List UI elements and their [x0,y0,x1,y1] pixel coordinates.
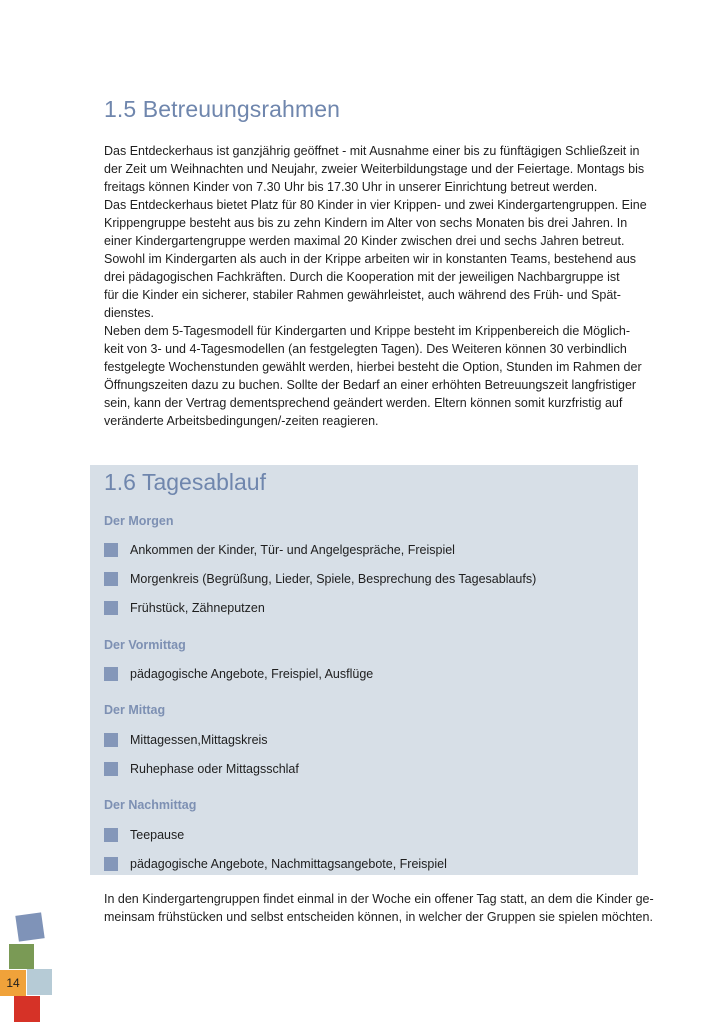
subheading-nachmittag: Der Nachmittag [104,798,197,812]
subheading-morgen: Der Morgen [104,514,174,528]
text-line: freitags können Kinder von 7.30 Uhr bis 17.30 Uhr in unserer Einrichtung betreut werden. [104,180,598,194]
list-item-label: Mittagessen,Mittagskreis [130,733,268,747]
deco-square-red [14,996,40,1022]
square-bullet-icon [104,572,118,586]
text-line: veränderte Arbeitsbedingungen/-zeiten reagieren. [104,414,379,428]
subheading-vormittag: Der Vormittag [104,638,186,652]
list-item-label: pädagogische Angebote, Freispiel, Ausflüge [130,667,374,681]
square-bullet-icon [104,543,118,557]
deco-square-lightblue [27,969,52,995]
list-item [104,732,268,748]
text-line: keit von 3- und 4-Tagesmodellen (an festgelegten Tagen). Des Weiteren können 30 verbindlich [104,342,627,356]
subheading-mittag: Der Mittag [104,703,166,717]
text-line: In den Kindergartengruppen findet einmal in der Woche ein offener Tag statt, an dem die Kinder ge- [104,892,654,906]
text-line: drei pädagogischen Fachkräften. Durch die Kooperation mit der jeweiligen Nachbargruppe ist [104,270,620,284]
text-line: dienstes. [104,306,155,320]
square-bullet-icon [104,733,118,747]
list-item [104,571,536,587]
text-line: meinsam frühstücken und selbst entscheiden können, in welcher der Gruppen sie spielen möchten. [104,910,653,924]
text-line: sein, kann der Vertrag dementsprechend geändert werden. Eltern können somit kurzfristig auf [104,396,623,410]
square-bullet-icon [104,828,118,842]
list-item-label: pädagogische Angebote, Nachmittagsangebote, Freispiel [130,857,447,871]
text-line: Das Entdeckerhaus bietet Platz für 80 Kinder in vier Krippen- und zwei Kindergartengruppen. Eine [104,198,647,212]
list-item [104,666,373,682]
list-item [104,600,265,616]
text-line: für die Kinder ein sicherer, stabiler Rahmen gewährleistet, auch während des Früh- und Spät- [104,288,621,302]
section-title-betreuungsrahmen: 1.5 Betreuungsrahmen [104,96,340,122]
list-item [104,542,455,558]
text-line: Das Entdeckerhaus ist ganzjährig geöffnet - mit Ausnahme einer bis zu fünftägigen Schließzeit in [104,144,640,158]
list-item [104,761,299,777]
list-item-label: Morgenkreis (Begrüßung, Lieder, Spiele, Besprechung des Tagesablaufs) [130,572,537,586]
list-item [104,856,447,872]
list-item-label: Ruhephase oder Mittagsschlaf [130,762,299,776]
list-item-label: Teepause [130,828,185,842]
list-item-label: Ankommen der Kinder, Tür- und Angelgespräche, Freispiel [130,543,455,557]
offener-tag-text [104,890,654,926]
betreuungsrahmen-text [104,142,647,430]
square-bullet-icon [104,667,118,681]
text-line: festgelegte Wochenstunden gewählt werden, hierbei besteht die Option, Stunden im Rahmen der [104,360,642,374]
section-title-tagesablauf: 1.6 Tagesablauf [104,469,266,495]
list-item-label: Frühstück, Zähneputzen [130,601,265,615]
square-bullet-icon [104,762,118,776]
text-line: Neben dem 5-Tagesmodell für Kindergarten und Krippe besteht im Krippenbereich die Möglich- [104,324,630,338]
square-bullet-icon [104,601,118,615]
text-line: Öffnungszeiten dazu zu buchen. Sollte der Bedarf an einer erhöhten Betreuungszeit langfristiger [104,378,637,392]
deco-square-green [9,944,34,969]
tagesablauf-panel [90,465,638,875]
text-line: Sowohl im Kindergarten als auch in der Krippe arbeiten wir in konstanten Teams, bestehend aus [104,252,637,266]
text-line: einer Kindergartengruppe werden maximal 20 Kinder zwischen drei und sechs Jahren betreut. [104,234,625,248]
square-bullet-icon [104,857,118,871]
text-line: Krippengruppe besteht aus bis zu zehn Kindern im Alter von sechs Monaten bis drei Jahren. In [104,216,628,230]
text-line: der Zeit um Weihnachten und Neujahr, zweier Weiterbildungstage und der Feiertage. Montags bis [104,162,645,176]
page-number: 14 [0,970,26,996]
list-item [104,827,184,843]
deco-square-blue [15,912,44,941]
